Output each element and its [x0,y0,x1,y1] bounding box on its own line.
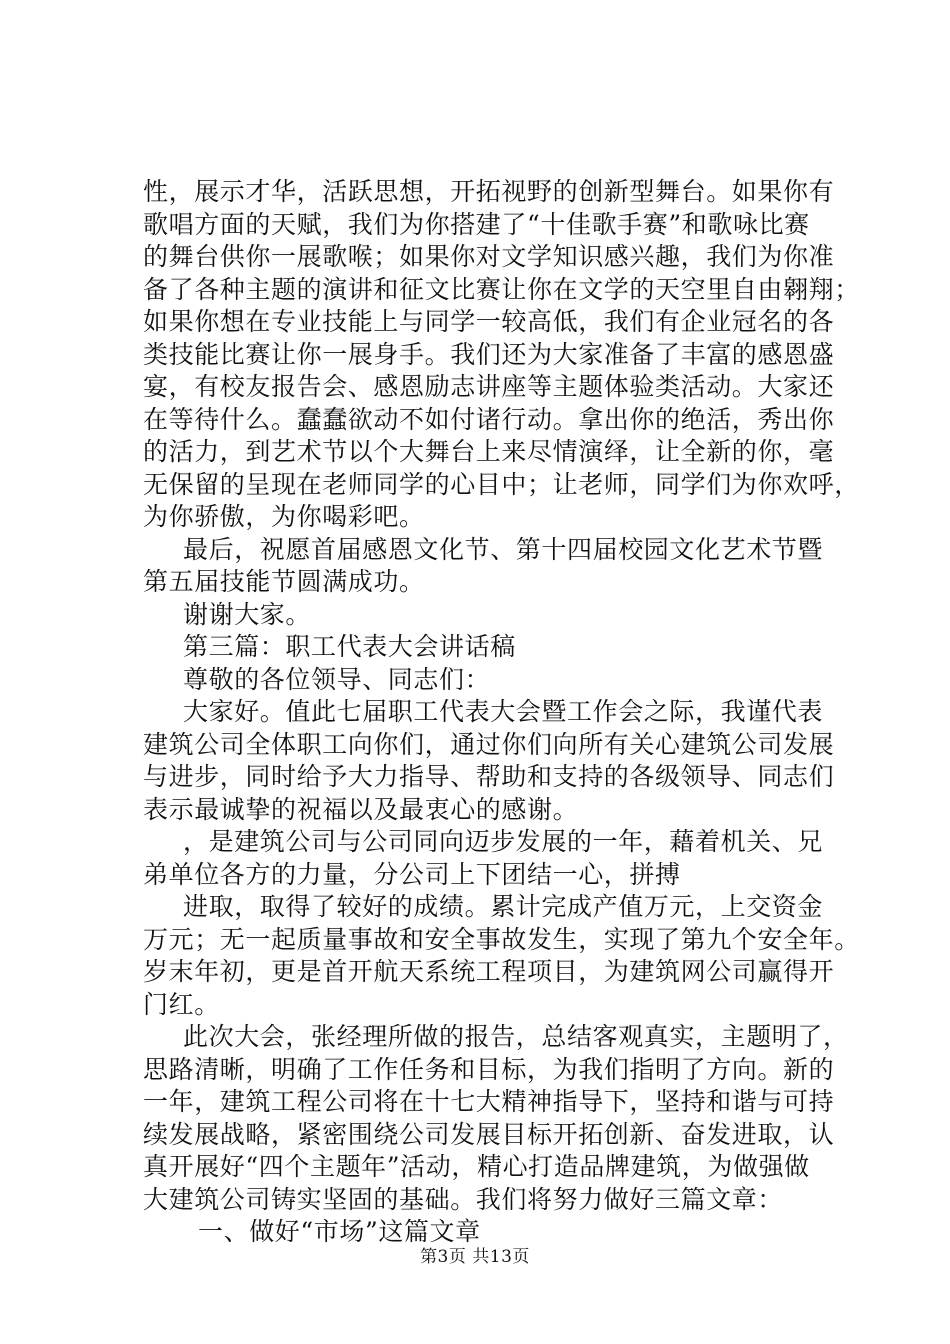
subsection-heading: 一、做好“市场”这篇文章 [198,1217,481,1246]
text-line: 备了各种主题的演讲和征文比赛让你在文学的天空里自由翱翔； [143,274,860,304]
text-line: 为你骄傲，为你喝彩吧。 [143,502,425,531]
text-line: 续发展战略，紧密围绕公司发展目标开拓创新、奋发进取，认 [143,1119,835,1149]
text-line: 思路清晰，明确了工作任务和目标，为我们指明了方向。新的 [143,1054,835,1084]
text-line: 与进步，同时给予大力指导、帮助和支持的各级领导、同志们 [143,762,835,791]
salutation: 尊敬的各位领导、同志们： [183,664,491,694]
text-line: 大建筑公司铸实坚固的基础。我们将努力做好三篇文章： [143,1184,784,1214]
page-number-footer: 第3页 共13页 [420,1247,530,1267]
text-line: 性，展示才华，活跃思想，开拓视野的创新型舞台。如果你有 [143,177,835,206]
text-line: 弟单位各方的力量，分公司上下团结一心，拼搏 [143,859,681,889]
text-line: 如果你想在专业技能上与同学一较高低，我们有企业冠名的各 [143,307,835,336]
text-line: 歌唱方面的天赋，我们为你搭建了“十佳歌手赛”和歌咏比赛 [143,209,810,239]
text-line: 一年，建筑工程公司将在十七大精神指导下，坚持和谐与可持 [143,1087,835,1116]
section-heading: 第三篇：职工代表大会讲话稿 [183,632,516,661]
text-line: 类技能比赛让你一展身手。我们还为大家准备了丰富的感恩盛 [143,339,835,369]
text-line: 门红。 [143,989,220,1019]
text-line: ，是建筑公司与公司同向迈步发展的一年，藉着机关、兄 [183,827,824,856]
document-body [143,176,860,1249]
text-line: 万元；无一起质量事故和安全事故发生，实现了第九个安全年。 [143,924,860,954]
text-line: 的舞台供你一展歌喉；如果你对文学知识感兴趣，我们为你准 [143,242,835,271]
text-line: 真开展好“四个主题年”活动，精心打造品牌建筑，为做强做 [143,1152,810,1181]
text-line: 谢谢大家。 [183,599,312,629]
text-line: 第五届技能节圆满成功。 [143,567,425,596]
text-line: 建筑公司全体职工向你们，通过你们向所有关心建筑公司发展 [143,729,835,759]
text-line: 的活力，到艺术节以个大舞台上来尽情演绎，让全新的你，毫 [143,437,835,466]
text-line: 表示最诚挚的祝福以及最衷心的感谢。 [143,794,579,824]
text-line: 岁末年初，更是首开航天系统工程项目，为建筑网公司赢得开 [143,957,835,986]
text-line: 在等待什么。蠢蠢欲动不如付诸行动。拿出你的绝活，秀出你 [143,404,835,434]
text-line: 此次大会，张经理所做的报告，总结客观真实，主题明了， [183,1022,849,1051]
text-line: 大家好。值此七届职工代表大会暨工作会之际，我谨代表 [183,697,824,726]
text-line: 宴，有校友报告会、感恩励志讲座等主题体验类活动。大家还 [143,372,835,401]
text-line: 无保留的呈现在老师同学的心目中；让老师，同学们为你欢呼， [143,469,860,499]
text-line: 最后，祝愿首届感恩文化节、第十四届校园文化艺术节暨 [183,534,824,564]
text-line: 进取，取得了较好的成绩。累计完成产值万元，上交资金 [183,892,824,921]
